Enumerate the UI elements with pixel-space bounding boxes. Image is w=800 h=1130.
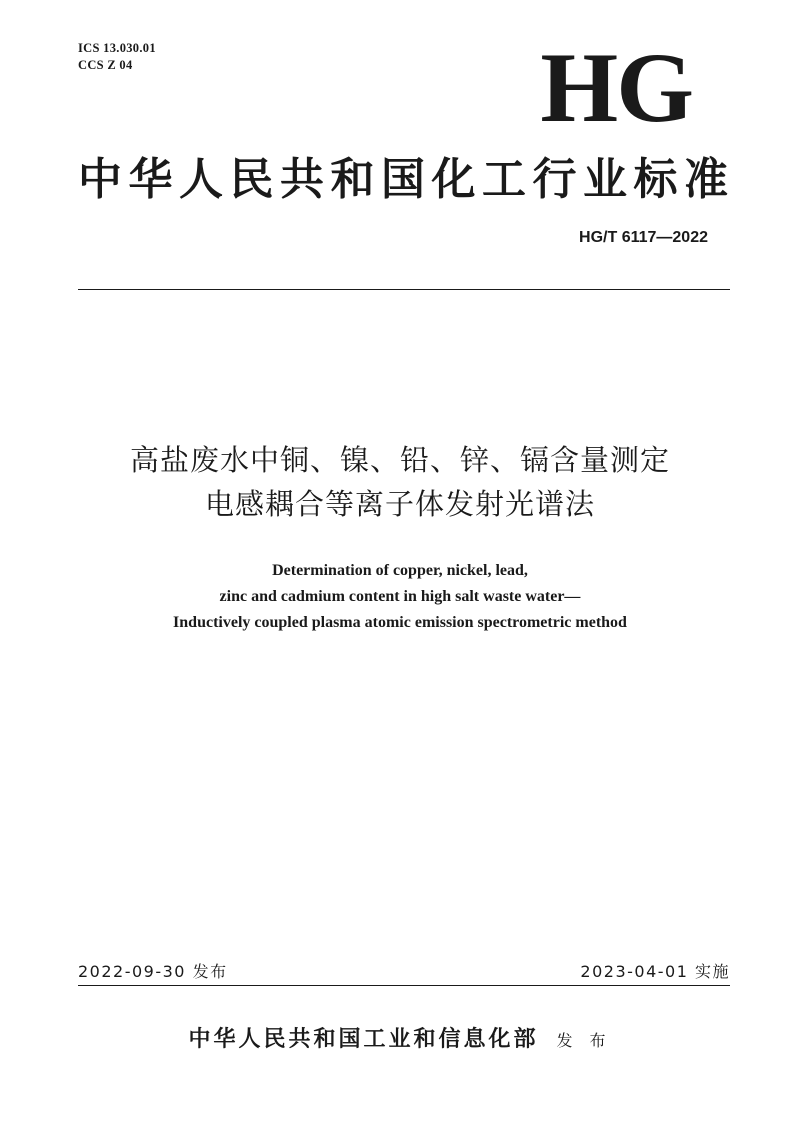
english-title xyxy=(0,558,800,636)
chinese-title-line-1: 高盐废水中铜、镍、铅、锌、镉含量测定 xyxy=(129,443,670,477)
hg-logo: HG xyxy=(540,32,692,143)
top-divider xyxy=(78,289,730,290)
classification-codes xyxy=(78,40,156,74)
issuing-organization: 中华人民共和国工业和信息化部 xyxy=(188,1027,539,1052)
ccs-code: CCS Z 04 xyxy=(78,58,133,72)
issuer xyxy=(0,1022,800,1053)
chinese-title-line-2: 电感耦合等离子体发射光谱法 xyxy=(204,487,595,521)
english-title-line-3: Inductively coupled plasma atomic emission spectrometric method xyxy=(173,614,627,631)
standard-category-title: 中华人民共和国化工行业标准 xyxy=(78,154,730,205)
issue-verb: 发 布 xyxy=(556,1031,612,1050)
standard-number: HG/T 6117—2022 xyxy=(579,229,708,246)
implementation-date: 2023-04-01 实施 xyxy=(580,962,730,981)
english-title-line-1: Determination of copper, nickel, lead, xyxy=(272,562,528,579)
publication-date: 2022-09-30 发布 xyxy=(78,962,228,981)
bottom-divider xyxy=(78,985,730,986)
english-title-line-2: zinc and cadmium content in high salt waste water— xyxy=(219,588,581,605)
chinese-title xyxy=(0,438,800,526)
ics-code: ICS 13.030.01 xyxy=(78,41,156,55)
